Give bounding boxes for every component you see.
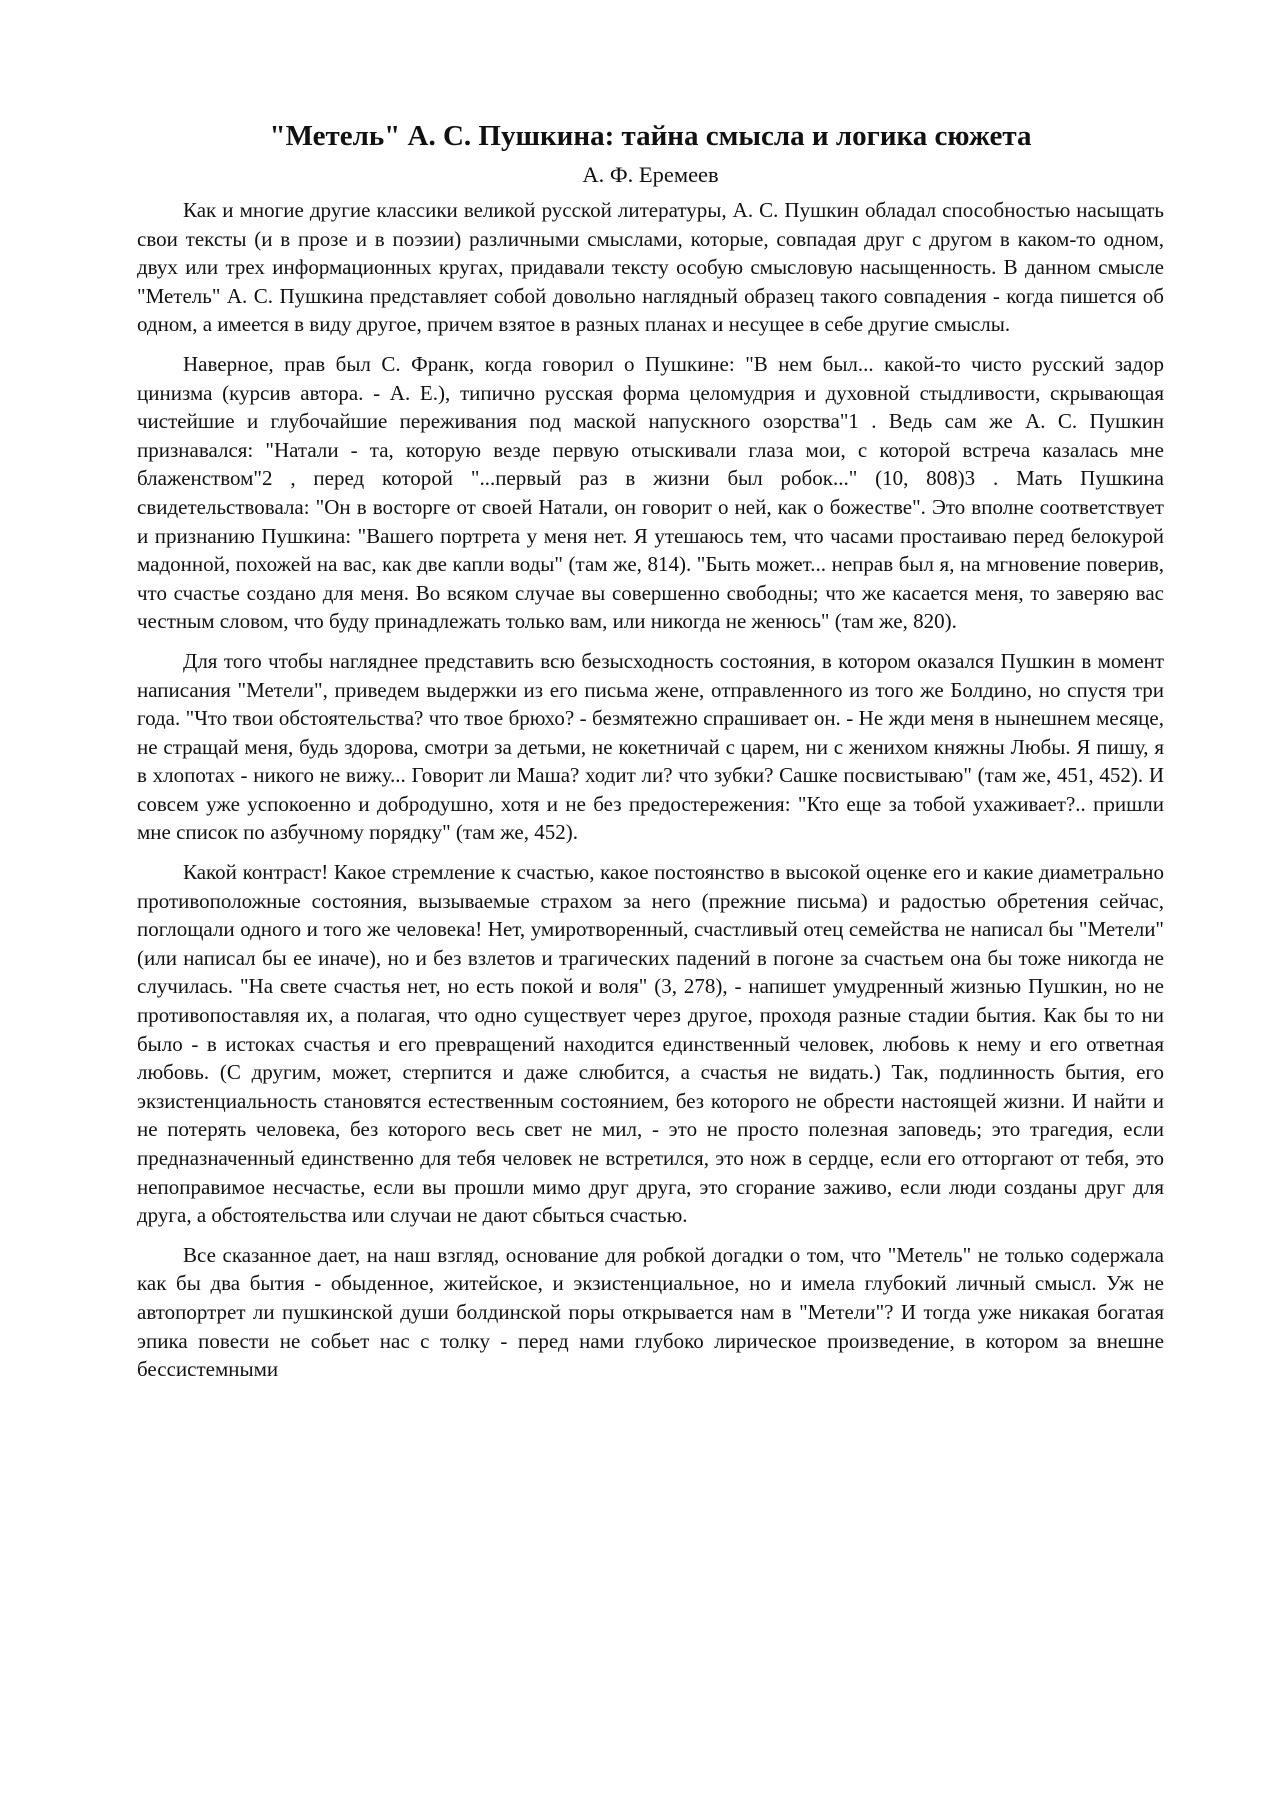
paragraph: Все сказанное дает, на наш взгляд, основание для робкой догадки о том, что "Метель" не только содержала как бы два бытия - обыденное, житейское, и экзистенциальное, но и имела глубокий личный смысл. Уж не автопортрет ли пушкинской души болдинской поры открывается нам в "Метели"? И тогда уже никакая богатая эпика повести не собьет нас с толку - перед нами глубоко лирическое произведение, в котором за внешне бессистемными	[137, 1242, 1164, 1382]
paragraph: Наверное, прав был С. Франк, когда говорил о Пушкине: "В нем был... какой-то чисто русский задор цинизма (курсив автора. - А. Е.), типично русская форма целомудрия и духовной стыдливости, скрывающая чистейшие и глубочайшие переживания под маской напускного озорства"1 . Ведь сам же А. С. Пушкин признавался: "Натали - та, которую везде первую отыскивали глаза мои, с которой встреча казалась мне блаженством"2 , перед которой "...первый раз в жизни был робок..." (10, 808)3 . Мать Пушкина свидетельствовала: "Он в восторге от своей Натали, он говорит о ней, как о божестве". Это вполне соответствует и признанию Пушкина: "Вашего портрета у меня нет. Я утешаюсь тем, что часами простаиваю перед белокурой мадонной, похожей на вас, как две капли воды" (там же, 814). "Быть может... неправ был я, на мгновение поверив, что счастье создано для меня. Во всяком случае вы совершенно свободны; что же касается меня, то заверяю вас честным словом, что буду принадлежать только вам, или никогда не женюсь" (там же, 820).	[137, 351, 1164, 634]
document-title: "Метель" А. С. Пушкина: тайна смысла и логика сюжета	[269, 120, 1032, 152]
paragraph: Как и многие другие классики великой русской литературы, А. С. Пушкин обладал способностью насыщать свои тексты (и в прозе и в поэзии) различными смыслами, которые, совпадая друг с другом в каком-то одном, двух или трех информационных кругах, придавали тексту особую смысловую насыщенность. В данном смысле "Метель" А. С. Пушкина представляет собой довольно наглядный образец такого совпадения - когда пишется об одном, а имеется в виду другое, причем взятое в разных планах и несущее в себе другие смыслы.	[137, 198, 1164, 337]
document-page	[137, 118, 1164, 1395]
paragraph: Для того чтобы нагляднее представить всю безысходность состояния, в котором оказался Пушкин в момент написания "Метели", приведем выдержки из его письма жене, отправленного из того же Болдино, но спустя три года. "Что твои обстоятельства? что твое брюхо? - безмятежно спрашивает он. - Не жди меня в нынешнем месяце, не стращай меня, будь здорова, смотри за детьми, не кокетничай с царем, ни с женихом княжны Любы. Я пишу, я в хлопотах - никого не вижу... Говорит ли Маша? ходит ли? что зубки? Сашке посвистываю" (там же, 451, 452). И совсем уже успокоенно и добродушно, хотя и не без предостережения: "Кто еще за тобой ухаживает?.. пришли мне список по азбучному порядку" (там же, 452).	[137, 648, 1164, 845]
document-author: А. Ф. Еремеев	[582, 162, 719, 187]
paragraph: Какой контраст! Какое стремление к счастью, какое постоянство в высокой оценке его и какие диаметрально противоположные состояния, вызываемые страхом за него (прежние письма) и радостью обретения сейчас, поглощали одного и того же человека! Нет, умиротворенный, счастливый отец семейства не написал бы "Метели" (или написал бы ее иначе), но и без взлетов и трагических падений в погоне за счастьем она бы тоже никогда не случилась. "На свете счастья нет, но есть покой и воля" (3, 278), - напишет умудренный жизнью Пушкин, но не противопоставляя их, а полагая, что одно существует через другое, проходя разные стадии бытия. Как бы то ни было - в истоках счастья и его превращений находится единственный человек, любовь к нему и его ответная любовь. (С другим, может, стерпится и даже слюбится, а счастья не видать.) Так, подлинность бытия, его экзистенциальность становятся естественным состоянием, без которого не обрести настоящей жизни. И найти и не потерять человека, без которого весь свет не мил, - это не просто полезная заповедь; это трагедия, если предназначенный единственно для тебя человек не встретился, это нож в сердце, если его отторгают от тебя, это непоправимое несчастье, если вы прошли мимо друг друга, это сгорание заживо, если люди созданы друг для друга, а обстоятельства или случаи не дают сбыться счастью.	[137, 860, 1164, 1228]
